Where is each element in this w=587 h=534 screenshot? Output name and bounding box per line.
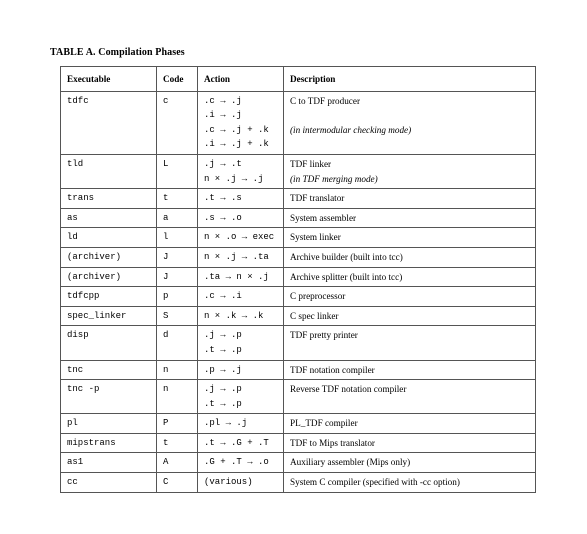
description-line: Archive splitter (built into tcc) (290, 271, 403, 282)
cell-executable: trans (61, 189, 157, 209)
cell-description (284, 208, 536, 228)
cell-description (284, 287, 536, 307)
cell-action (198, 267, 284, 287)
table-row (61, 360, 536, 380)
action-line: .c → .i (204, 291, 242, 302)
cell-code: S (157, 306, 198, 326)
table-row (61, 326, 536, 360)
cell-code: J (157, 247, 198, 267)
description-line: (in intermodular checking mode) (290, 124, 412, 135)
description-line: System C compiler (specified with -cc option) (290, 477, 460, 488)
action-line: .i → .j (204, 110, 242, 121)
cell-code: A (157, 453, 198, 473)
cell-description (284, 154, 536, 188)
cell-executable: as1 (61, 453, 157, 473)
table-row (61, 306, 536, 326)
action-line: (various) (204, 477, 253, 488)
cell-description (284, 306, 536, 326)
cell-action (198, 247, 284, 267)
cell-action (198, 380, 284, 414)
action-line: .i → .j + .k (204, 139, 269, 150)
action-line: .pl → .j (204, 418, 248, 429)
action-line: .t → .G + .T (204, 437, 269, 448)
action-line: n × .o → exec (204, 232, 275, 243)
cell-code: d (157, 326, 198, 360)
action-line: n × .k → .k (204, 310, 264, 321)
action-line: .p → .j (204, 364, 242, 375)
cell-action (198, 473, 284, 493)
table-row (61, 208, 536, 228)
cell-executable: tdfcpp (61, 287, 157, 307)
description-line: (in TDF merging mode) (290, 173, 378, 184)
description-line: Reverse TDF notation compiler (290, 384, 407, 395)
action-line: .c → .j + .k (204, 124, 269, 135)
table-row (61, 380, 536, 414)
action-line: .j → .p (204, 330, 242, 341)
cell-description (284, 380, 536, 414)
action-line: .t → .p (204, 344, 242, 355)
description-line: TDF translator (290, 193, 345, 204)
cell-executable: as (61, 208, 157, 228)
cell-description (284, 326, 536, 360)
description-line: C spec linker (290, 310, 339, 321)
cell-executable: cc (61, 473, 157, 493)
description-line: Auxiliary assembler (Mips only) (290, 457, 411, 468)
cell-executable: tnc (61, 360, 157, 380)
description-line: System linker (290, 232, 341, 243)
table-row (61, 91, 536, 154)
header-description: Description (284, 67, 536, 92)
cell-action (198, 228, 284, 248)
description-line: TDF pretty printer (290, 330, 358, 341)
action-line: n × .j → .ta (204, 251, 269, 262)
description-line (290, 137, 529, 152)
table-row (61, 433, 536, 453)
cell-action (198, 414, 284, 434)
cell-action (198, 306, 284, 326)
caption-prefix: TABLE A. (50, 47, 96, 58)
table-row (61, 154, 536, 188)
cell-description (284, 453, 536, 473)
cell-description (284, 433, 536, 453)
action-line: n × .j → .j (204, 173, 264, 184)
description-line: C preprocessor (290, 291, 346, 302)
action-line: .s → .o (204, 212, 242, 223)
action-line: .j → .p (204, 384, 242, 395)
description-line: System assembler (290, 212, 357, 223)
cell-code: L (157, 154, 198, 188)
compilation-phases-table (60, 66, 536, 493)
action-line: .ta → n × .j (204, 271, 269, 282)
cell-code: C (157, 473, 198, 493)
caption-title: Compilation Phases (98, 47, 185, 58)
cell-code: n (157, 380, 198, 414)
cell-code: n (157, 360, 198, 380)
cell-code: c (157, 91, 198, 154)
table-row (61, 189, 536, 209)
cell-executable: mipstrans (61, 433, 157, 453)
cell-executable: tdfc (61, 91, 157, 154)
cell-code: l (157, 228, 198, 248)
table-row (61, 267, 536, 287)
cell-action (198, 189, 284, 209)
cell-code: P (157, 414, 198, 434)
cell-executable: disp (61, 326, 157, 360)
description-line: C to TDF producer (290, 95, 361, 106)
header-code: Code (157, 67, 198, 92)
cell-executable: spec_linker (61, 306, 157, 326)
cell-action (198, 91, 284, 154)
cell-executable: tld (61, 154, 157, 188)
table-row (61, 247, 536, 267)
table-row (61, 287, 536, 307)
cell-executable: (archiver) (61, 247, 157, 267)
action-line: .j → .t (204, 158, 242, 169)
table-row (61, 473, 536, 493)
cell-description (284, 360, 536, 380)
description-line: TDF linker (290, 158, 332, 169)
cell-action (198, 154, 284, 188)
cell-action (198, 326, 284, 360)
description-line (290, 108, 529, 123)
header-executable: Executable (61, 67, 157, 92)
cell-description (284, 228, 536, 248)
header-action: Action (198, 67, 284, 92)
cell-description (284, 414, 536, 434)
header-row (61, 67, 536, 92)
table-row (61, 228, 536, 248)
cell-description (284, 473, 536, 493)
table-caption (50, 47, 185, 58)
cell-code: t (157, 433, 198, 453)
cell-action (198, 360, 284, 380)
cell-description (284, 91, 536, 154)
cell-code: p (157, 287, 198, 307)
action-line: .t → .s (204, 193, 242, 204)
cell-description (284, 267, 536, 287)
cell-code: J (157, 267, 198, 287)
cell-action (198, 208, 284, 228)
cell-action (198, 287, 284, 307)
description-line: TDF to Mips translator (290, 437, 375, 448)
description-line: PL_TDF compiler (290, 418, 358, 429)
description-line: TDF notation compiler (290, 364, 375, 375)
table-row (61, 453, 536, 473)
cell-code: a (157, 208, 198, 228)
cell-description (284, 247, 536, 267)
cell-executable: pl (61, 414, 157, 434)
description-line: Archive builder (built into tcc) (290, 251, 403, 262)
cell-action (198, 433, 284, 453)
cell-executable: tnc -p (61, 380, 157, 414)
cell-description (284, 189, 536, 209)
cell-code: t (157, 189, 198, 209)
cell-executable: ld (61, 228, 157, 248)
action-line: .c → .j (204, 95, 242, 106)
action-line: .t → .p (204, 398, 242, 409)
table-row (61, 414, 536, 434)
action-line: .G + .T → .o (204, 457, 269, 468)
table-body (61, 91, 536, 492)
cell-action (198, 453, 284, 473)
cell-executable: (archiver) (61, 267, 157, 287)
